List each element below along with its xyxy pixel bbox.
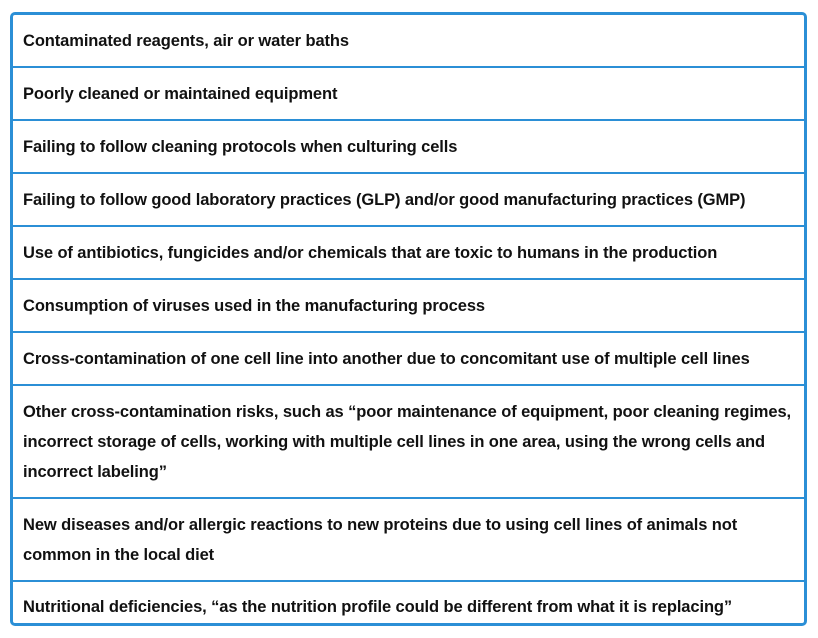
table-row: [13, 280, 804, 333]
table-row: [13, 333, 804, 386]
table-row: [13, 227, 804, 280]
table-row: [13, 68, 804, 121]
table-row: [13, 499, 804, 582]
table-row: [13, 174, 804, 227]
table-row: [13, 582, 804, 626]
table-row: [13, 121, 804, 174]
row-text: Poorly cleaned or maintained equipment: [23, 84, 338, 103]
table-row: [13, 15, 804, 68]
table-row: [13, 386, 804, 499]
row-text: Consumption of viruses used in the manufacturing process: [23, 296, 485, 315]
row-text: Failing to follow good laboratory practices (GLP) and/or good manufacturing practices (GMP): [23, 190, 746, 209]
row-text: Contaminated reagents, air or water baths: [23, 31, 349, 50]
row-text: Use of antibiotics, fungicides and/or chemicals that are toxic to humans in the production: [23, 243, 718, 262]
row-text: Other cross-contamination risks, such as “poor maintenance of equipment, poor cleaning regimes, incorrect storage of cells, working with multiple cell lines in one area, using the wrong cells and incorrect labeling”: [23, 402, 792, 481]
row-text: New diseases and/or allergic reactions to new proteins due to using cell lines of animals not common in the local diet: [23, 515, 738, 564]
risk-table: [10, 12, 807, 626]
risk-list: [13, 15, 804, 626]
row-text: Failing to follow cleaning protocols when culturing cells: [23, 137, 458, 156]
row-text: Nutritional deficiencies, “as the nutrition profile could be different from what it is replacing”: [23, 598, 733, 616]
row-text: Cross-contamination of one cell line into another due to concomitant use of multiple cell lines: [23, 349, 750, 368]
